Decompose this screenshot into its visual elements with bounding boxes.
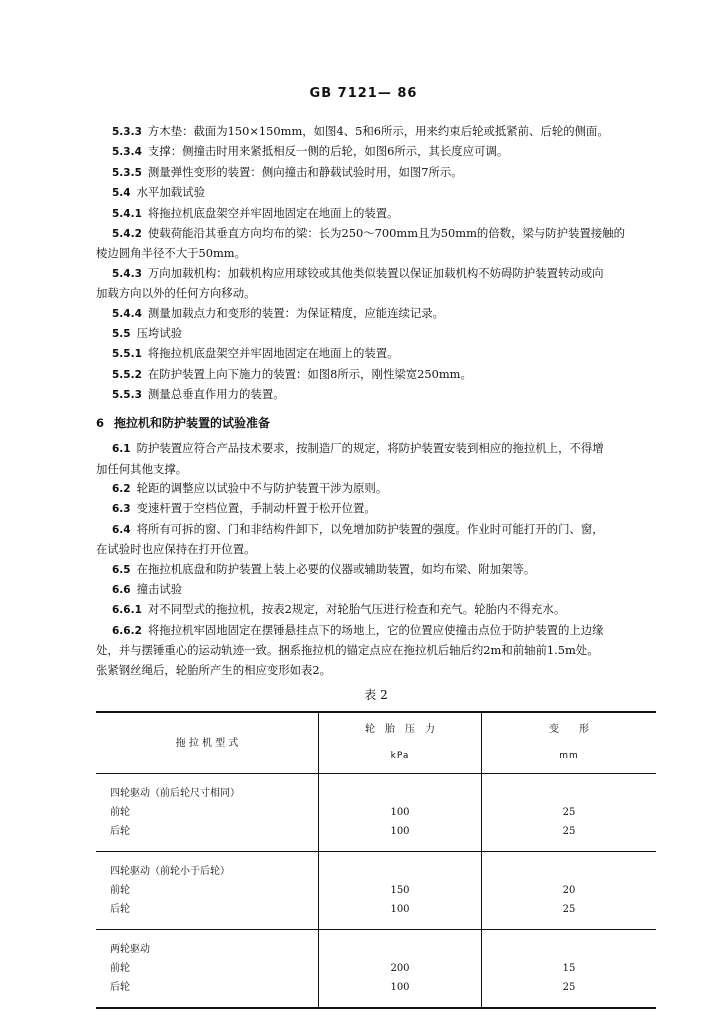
clause-number: 6.6.2 (112, 624, 142, 637)
clause-line (96, 365, 656, 385)
clause-number: 6.3 (112, 503, 131, 516)
clause-line (96, 122, 656, 142)
clause-text: 防护装置应符合产品技术要求，按制造厂的规定，将防护装置安装到相应的拖拉机上，不得增 (136, 441, 604, 456)
wheel-label: 前轮 (110, 807, 130, 819)
deformation-value: 25 (562, 904, 576, 916)
clause-line (96, 580, 656, 600)
tire-pressure-cell (319, 852, 482, 930)
clause-continuation-line (96, 540, 656, 559)
clause-text: 撞击试验 (136, 581, 183, 596)
clause-number: 5.4.4 (112, 307, 142, 320)
pressure-value: 100 (390, 982, 410, 994)
clause-text: 测量总垂直作用力的装置。 (147, 387, 285, 402)
wheel-label: 后轮 (110, 982, 130, 994)
clause-text: 棱边圆角半径不大于50mm。 (96, 246, 247, 261)
deformation-value: 25 (562, 826, 576, 838)
clause-number: 6.6 (112, 583, 131, 596)
table-row (96, 930, 656, 1009)
clause-line (96, 600, 656, 620)
section-title: 拖拉机和防护装置的试验准备 (114, 415, 271, 430)
clause-text: 将拖拉机底盘架空并牢固地固定在地面上的装置。 (147, 346, 399, 361)
clause-text: 测量加载点力和变形的装置：为保证精度，应能连续记录。 (147, 305, 445, 320)
clause-line (96, 344, 656, 364)
deformation-value: 20 (562, 885, 576, 897)
clause-text: 变速杆置于空档位置，手制动杆置于松开位置。 (136, 501, 376, 516)
clause-line (96, 264, 656, 284)
tire-pressure-table (96, 711, 656, 1009)
document-body (96, 122, 656, 1009)
clause-number: 5.4.2 (112, 228, 142, 241)
clause-continuation-line (96, 641, 656, 660)
wheel-label: 后轮 (110, 904, 130, 916)
tire-pressure-cell (319, 930, 482, 1009)
wheel-label: 前轮 (110, 963, 130, 975)
clause-line (96, 142, 656, 162)
header-unit-kpa: kPa (390, 751, 410, 762)
clause-number: 5.4.1 (112, 207, 142, 220)
section-number: 6 (96, 415, 105, 430)
clause-continuation-line (96, 460, 656, 479)
tractor-type-label: 四轮驱动（前后轮尺寸相同） (110, 788, 240, 800)
tractor-type-cell (96, 930, 319, 1009)
clause-number: 5.5.3 (112, 389, 142, 402)
clause-number: 6.4 (112, 523, 131, 536)
clause-line (96, 224, 656, 244)
header-tractor-type: 拖 拉 机 型 式 (96, 712, 319, 774)
clause-number: 5.5.2 (112, 368, 142, 381)
clause-number: 5.3.5 (112, 166, 142, 179)
clause-number: 6.1 (112, 443, 131, 456)
clause-line (96, 560, 656, 580)
header-unit-mm: mm (559, 751, 579, 762)
clause-text: 使载荷能沿其垂直方向均布的梁：长为250～700mm且为50mm的倍数，梁与防护装置接触的 (147, 226, 625, 241)
clause-number: 5.5.1 (112, 348, 142, 361)
deformation-value: 25 (562, 982, 576, 994)
clause-line (96, 163, 656, 183)
pressure-value: 100 (390, 826, 410, 838)
header-deformation: 变 形 mm (482, 712, 657, 774)
clause-line (96, 479, 656, 499)
clause-text: 在试验时也应保持在打开位置。 (96, 542, 256, 557)
table-row (96, 852, 656, 930)
clauses-section-5 (96, 122, 656, 406)
tractor-type-cell (96, 852, 319, 930)
clause-text: 压垮试验 (136, 326, 183, 341)
clause-text: 支撑：侧撞击时用来紧抵相反一侧的后轮，如图6所示，其长度应可调。 (147, 144, 509, 159)
deformation-cell (482, 852, 657, 930)
clause-line (96, 499, 656, 519)
clause-text: 轮距的调整应以试验中不与防护装置干涉为原则。 (136, 480, 388, 495)
clause-text: 张紧钢丝绳后，轮胎所产生的相应变形如表2。 (96, 662, 332, 677)
clause-text: 水平加载试验 (136, 185, 205, 200)
tractor-type-label: 四轮驱动（前轮小于后轮） (110, 866, 230, 878)
clause-number: 6.2 (112, 482, 131, 495)
tractor-type-label: 两轮驱动 (110, 944, 150, 956)
clause-line (96, 324, 656, 344)
tire-pressure-cell (319, 774, 482, 852)
page-header: GB 7121— 86 (309, 86, 418, 101)
clause-continuation-line (96, 661, 656, 680)
clause-text: 万向加载机构：加载机构应用球铰或其他类似装置以保证加载机构不妨碍防护装置转动或向 (147, 265, 604, 280)
clauses-section-6 (96, 439, 656, 680)
pressure-value: 100 (390, 807, 410, 819)
deformation-value: 25 (562, 807, 576, 819)
pressure-value: 100 (390, 904, 410, 916)
table-header-row (96, 712, 656, 774)
pressure-value: 150 (390, 885, 410, 897)
wheel-label: 后轮 (110, 826, 130, 838)
clause-continuation-line (96, 244, 656, 263)
clause-line (96, 520, 656, 540)
clause-number: 6.6.1 (112, 604, 142, 617)
clause-text: 加任何其他支撑。 (96, 461, 188, 476)
tractor-type-cell (96, 774, 319, 852)
clause-text: 加载方向以外的任何方向移动。 (96, 286, 256, 301)
clause-number: 5.5 (112, 328, 131, 341)
clause-number: 5.3.3 (112, 126, 142, 138)
header-tire-pressure: 轮 胎 压 力 kPa (319, 712, 482, 774)
clause-text: 将拖拉机底盘架空并牢固地固定在地面上的装置。 (147, 205, 399, 220)
clause-number: 5.4 (112, 187, 131, 200)
deformation-cell (482, 774, 657, 852)
table-row (96, 774, 656, 852)
clause-text: 将拖拉机牢固地固定在摆锤悬挂点下的场地上，它的位置应使撞击点位于防护装置的上边缘 (147, 622, 604, 637)
deformation-cell (482, 930, 657, 1009)
clause-line (96, 204, 656, 224)
clause-line (96, 304, 656, 324)
pressure-value: 200 (390, 963, 410, 975)
clause-text: 在拖拉机底盘和防护装置上装上必要的仪器或辅助装置，如均布梁、附加架等。 (136, 561, 536, 576)
clause-number: 5.4.3 (112, 267, 142, 280)
clause-number: 5.3.4 (112, 146, 142, 159)
clause-text: 将所有可拆的窗、门和非结构件卸下，以免增加防护装置的强度。作业时可能打开的门、窗， (136, 521, 604, 536)
clause-text: 测量弹性变形的装置：侧向撞击和静载试验时用，如图7所示。 (147, 164, 463, 179)
clause-text: 方木垫：截面为150×150mm，如图4、5和6所示，用来约束后轮或抵紧前、后轮的侧面。 (147, 124, 609, 138)
clause-continuation-line (96, 284, 656, 303)
clause-line (96, 385, 656, 405)
clause-text: 对不同型式的拖拉机，按表2规定，对轮胎气压进行检查和充气。轮胎内不得充水。 (147, 602, 566, 617)
clause-number: 6.5 (112, 563, 131, 576)
table-caption: 表 2 (364, 687, 388, 702)
clause-line (96, 621, 656, 641)
section-6-heading (96, 414, 656, 433)
wheel-label: 前轮 (110, 885, 130, 897)
clause-line (96, 183, 656, 203)
clause-text: 处，并与摆锤重心的运动轨迹一致。捆系拖拉机的锚定点应在拖拉机后轴后约2m和前轴前1.5m处。 (96, 643, 599, 658)
deformation-value: 15 (562, 963, 576, 975)
clause-line (96, 439, 656, 459)
clause-text: 在防护装置上向下施力的装置：如图8所示，刚性梁宽250mm。 (147, 366, 472, 381)
